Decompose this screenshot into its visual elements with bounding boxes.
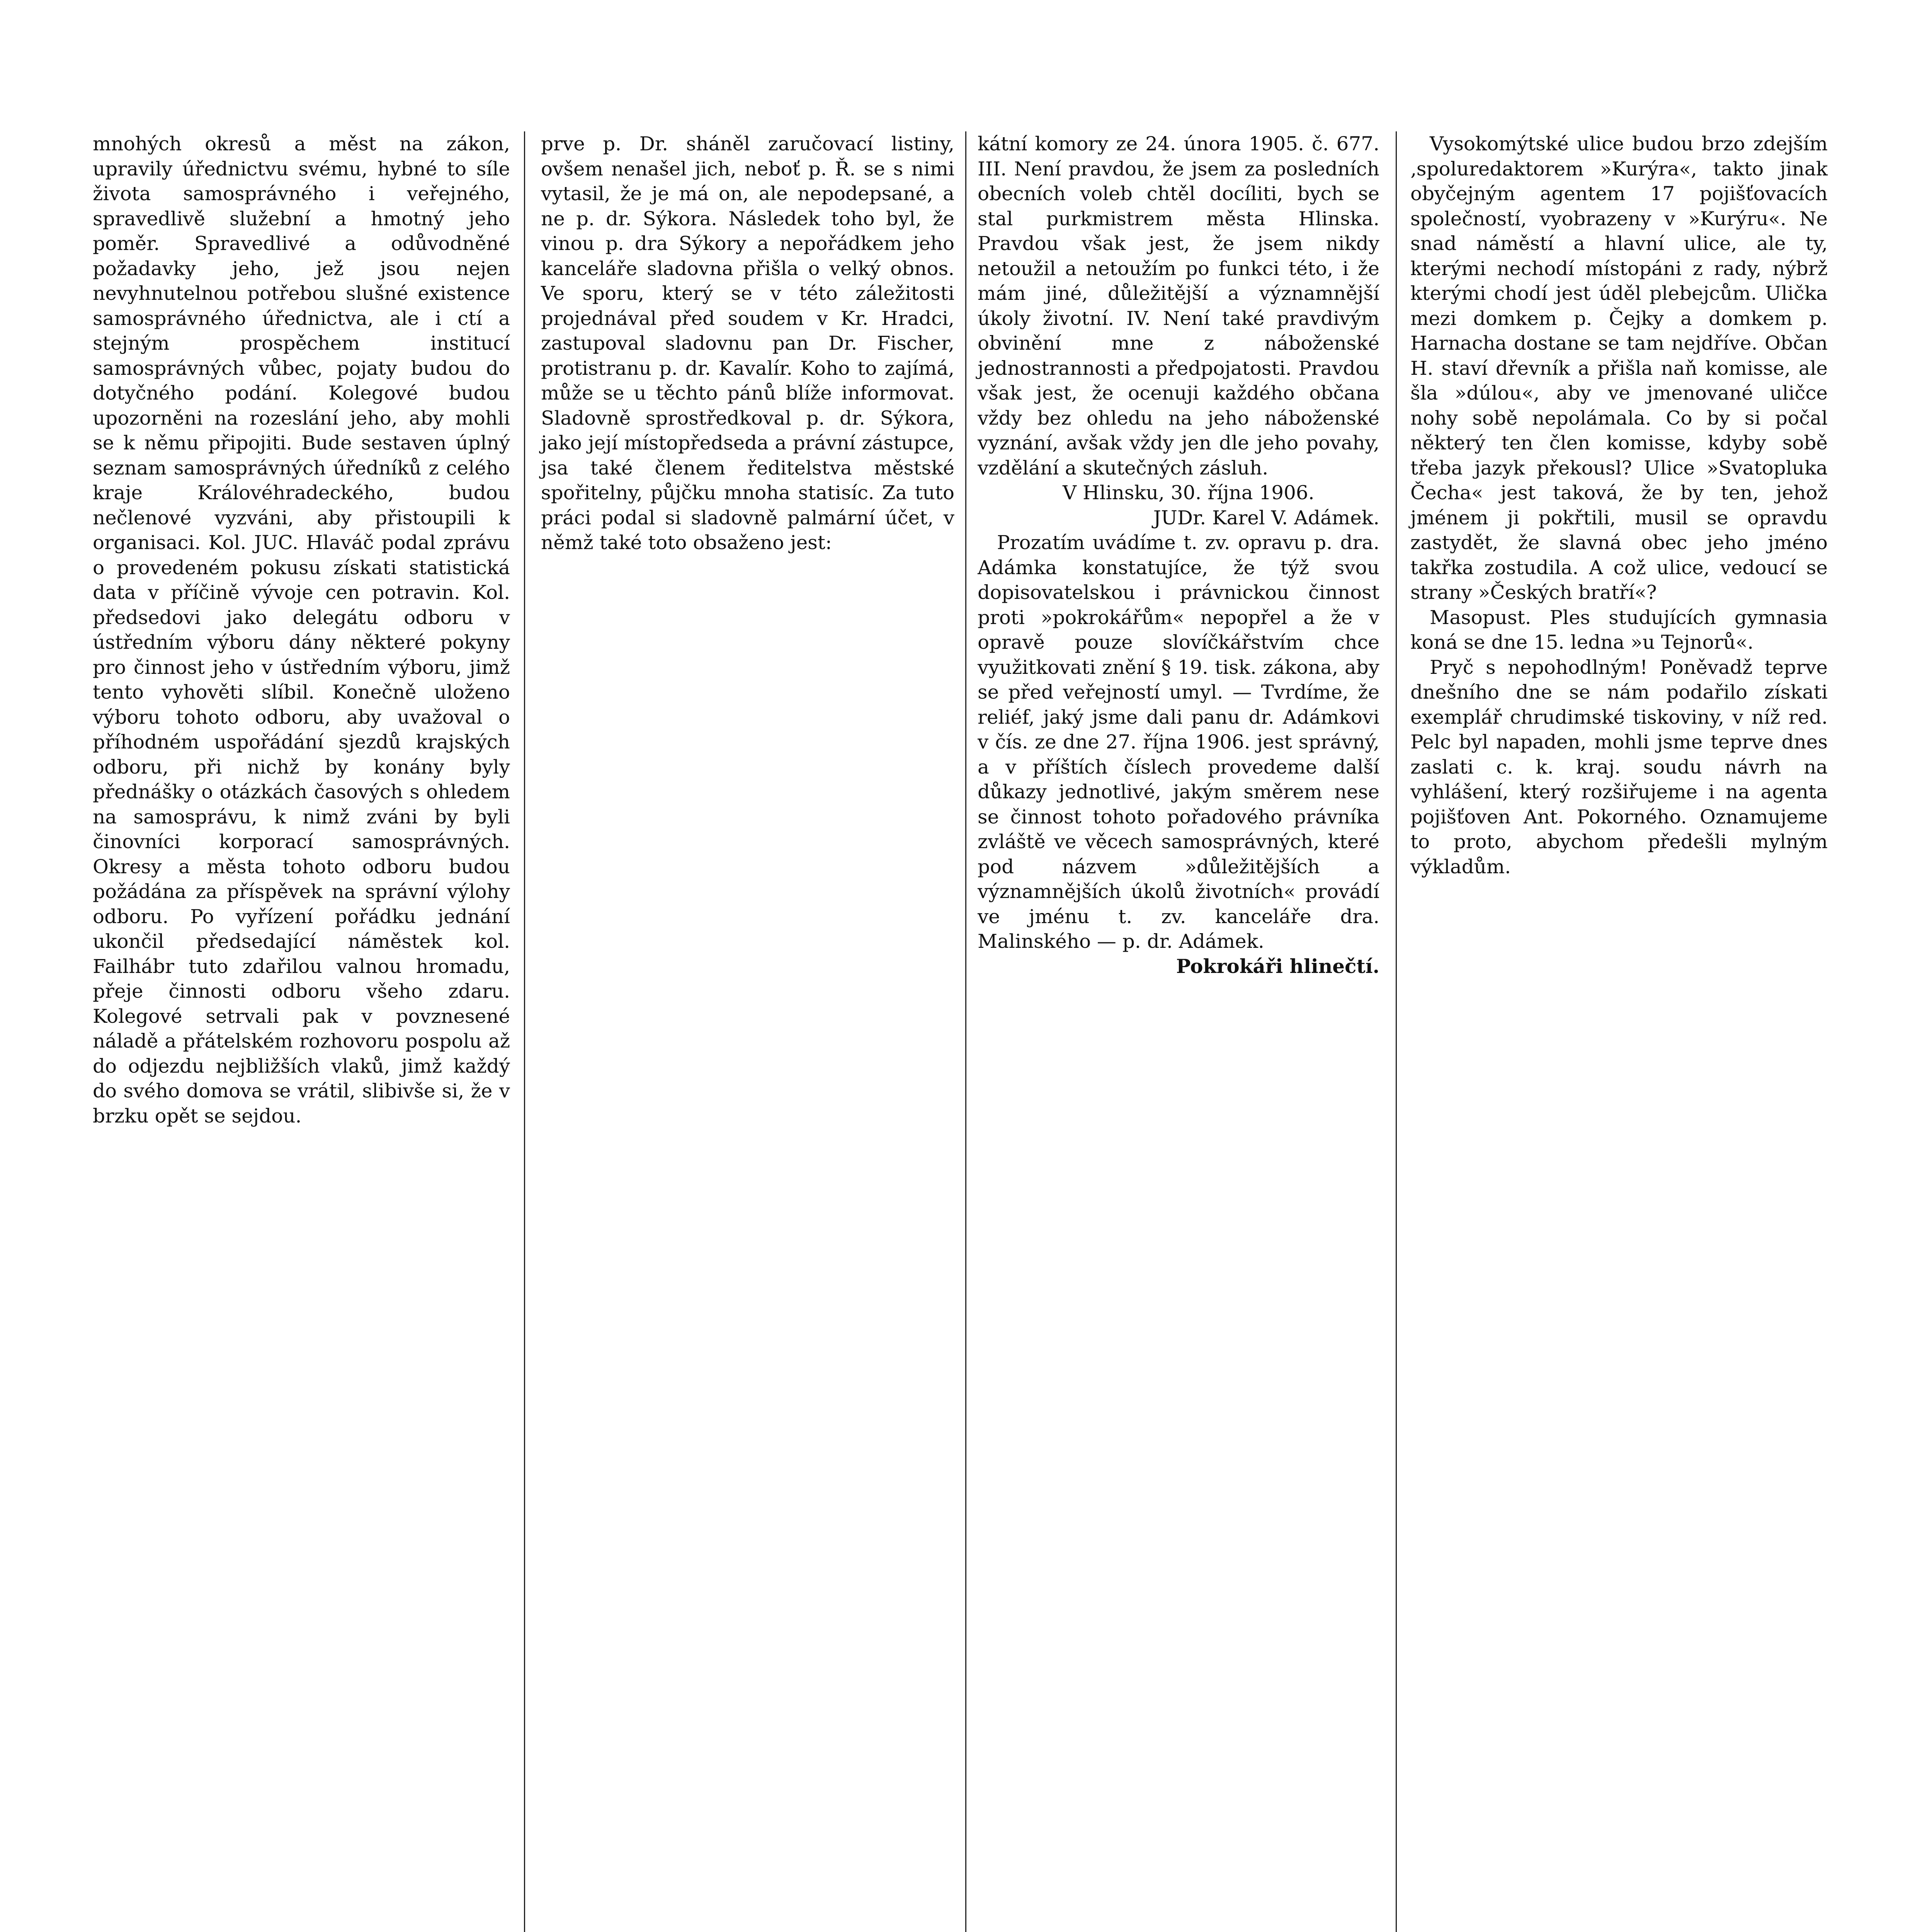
dateline: V Hlinsku, 30. října 1906. [1063,481,1315,504]
article-paragraph: Prozatím uvádíme t. zv. opravu p. dra. Adámka konstatujíce, že týž svou dopisovatelskou i právnickou činnost proti »pokrokářům« nepopřel a že v opravě pouze slovíčkářstvím chce využitkovati znění § 19. tisk. zákona, aby se před veřejností umyl. — Tvrdíme, že reliéf, jaký jsme dali panu dr. Adámkovi v čís. ze dne 27. října 1906. jest správný, a v příštích číslech provedeme další důkazy jednotlivé, jakým směrem nese se činnost tohoto pořadového právníka zvláště ve věcech samosprávných, které pod názvem »důležitějších a významnějších úkolů životních« provádí ve jménu t. zv. kanceláře dra. Malinského — p. dr. Adámek. [978,531,1379,952]
article-paragraph: mnohých okresů a měst na zákon, upravily úřednictvu svému, hybné to síle života samosprávného i veřejného, spravedlivě služební a hmotný jeho poměr. Spravedlivé a odůvodněné požadavky jeho, jež jsou nejen nevyhnutelnou potřebou slušné existence samosprávného úřednictva, ale i ctí a stejným prospěchem institucí samosprávných vůbec, pojaty budou do dotyčného podání. Kolegové budou upozorněni na rozeslání jeho, aby mohli se k němu připojiti. Bude sestaven úplný seznam samosprávných úředníků z celého kraje Královéhradeckého, budou nečlenové vyzváni, aby přistoupili k organisaci. Kol. JUC. Hlaváč podal zprávu o provedeném pokusu získati statistická data v příčině vývoje cen potravin. Kol. předsedovi jako delegátu odboru v ústředním výboru dány některé pokyny pro činnost jeho v ústředním výboru, jimž tento vyhověti slíbil. Konečně uloženo výboru tohoto odboru, aby uvažoval o příhodném uspořádání sjezdů krajských odboru, při nichž by konány byly přednášky o otázkách časových s ohledem na samosprávu, k nimž zváni by byli činovníci korporací samosprávných. Okresy a města tohoto odboru budou požádána za příspěvek na správní výlohy odboru. Po vyřízení pořádku jednání ukončil předsedající náměstek kol. Failhábr tuto zdařilou valnou hromadu, přeje činnosti odboru všeho zdaru. Kolegové setrvali pak v povznesené náladě a přátelském rozhovoru pospolu až do odjezdu nejbližších vlaků, jimž každý do svého domova se vrátil, slibivše si, že v brzku opět se sejdou. [93,133,510,1127]
article-paragraph: prve p. Dr. sháněl zaručovací listiny, ovšem nenašel jich, neboť p. Ř. se s nimi vytasil, že je má on, ale nepodepsané, a ne p. dr. Sýkora. Následek toho byl, že vinou p. dra Sýkory a nepořádkem jeho kanceláře sladovna přišla o velký obnos. Ve sporu, který se v této záležitosti projednával před soudem v Kr. Hradci, zastupoval sladovnu pan Dr. Fischer, protistranu p. dr. Kavalír. Koho to zajímá, může se u těchto pánů blíže informovat. Sladovně sprostředkoval p. dr. Sýkora, jako její místopředseda a právní zástupce, jsa také členem ředitelstva městské spořitelny, půjčku mnoha statisíc. Za tuto práci podal si sladovně palmární účet, v němž také toto obsaženo jest: [541,133,954,554]
article-paragraph: kátní komory ze 24. února 1905. č. 677. III. Není pravdou, že jsem za posledních obecních voleb chtěl docíliti, bych se stal purkmistrem města Hlinska. Pravdou však jest, že jsem nikdy netoužil a netoužím po funkci této, i že mám jiné, důležitější a významnější úkoly životní. IV. Není také pravdivým obvinění mne z náboženské jednostrannosti a předpojatosti. Pravdou však jest, že ocenuji každého občana vždy bez ohledu na jeho náboženské vyznání, avšak vždy jen dle jeho povahy, vzdělání a skutečných zásluh. [978,133,1379,479]
article-paragraph: Pryč s nepohodlným! Poněvadž teprve dnešního dne se nám podařilo získati exemplář chrudimské tiskoviny, v níž red. Pelc byl napaden, mohli jsme teprve dnes zaslati c. k. kraj. soudu návrh na vyhlášení, který rozšiřujeme i na agenta pojišťoven Ant. Pokorného. Oznamujeme to proto, abychom předešli mylným výkladům. [1410,656,1828,878]
column-4 [1410,131,1828,879]
column-3 [978,131,1379,979]
article-paragraph: Vysokomýtské ulice budou brzo zdejším ‚spoluredaktorem »Kurýra«, takto jinak obyčejným agentem 17 pojišťovacích společností, vyobrazeny v »Kurýru«. Ne snad náměstí a hlavní ulice, ale ty, kterými nechodí místopáni z rady, nýbrž kterými chodí jest úděl plebejcům. Ulička mezi domkem p. Čejky a domkem p. Harnacha dostane se tam nejdříve. Občan H. staví dřevník a přišla naň komisse, ale šla »dúlou«, aby ve jmenované uličce nohy sobě nepolámala. Co by si počal některý ten člen komisse, kdyby sobě třeba jazyk překousl? Ulice »Svatopluka Čecha« jest taková, že by ten, jehož jménem ji pokřtili, musil se opravdu zastydět, že slavná obec jeho jméno takřka zostudila. A což ulice, vedoucí se strany »Českých bratří«? [1410,133,1828,604]
article-paragraph: Masopust. Ples studujících gymnasia koná se dne 15. ledna »u Tejnorů«. [1410,606,1828,653]
column-divider [524,131,525,1932]
column-1 [93,131,510,1128]
signature: JUDr. Karel V. Adámek. [1153,506,1379,529]
column-divider [1396,131,1397,1932]
column-divider [965,131,966,1932]
column-2 [541,131,954,555]
signature: Pokrokáři hlinečtí. [1176,954,1379,978]
